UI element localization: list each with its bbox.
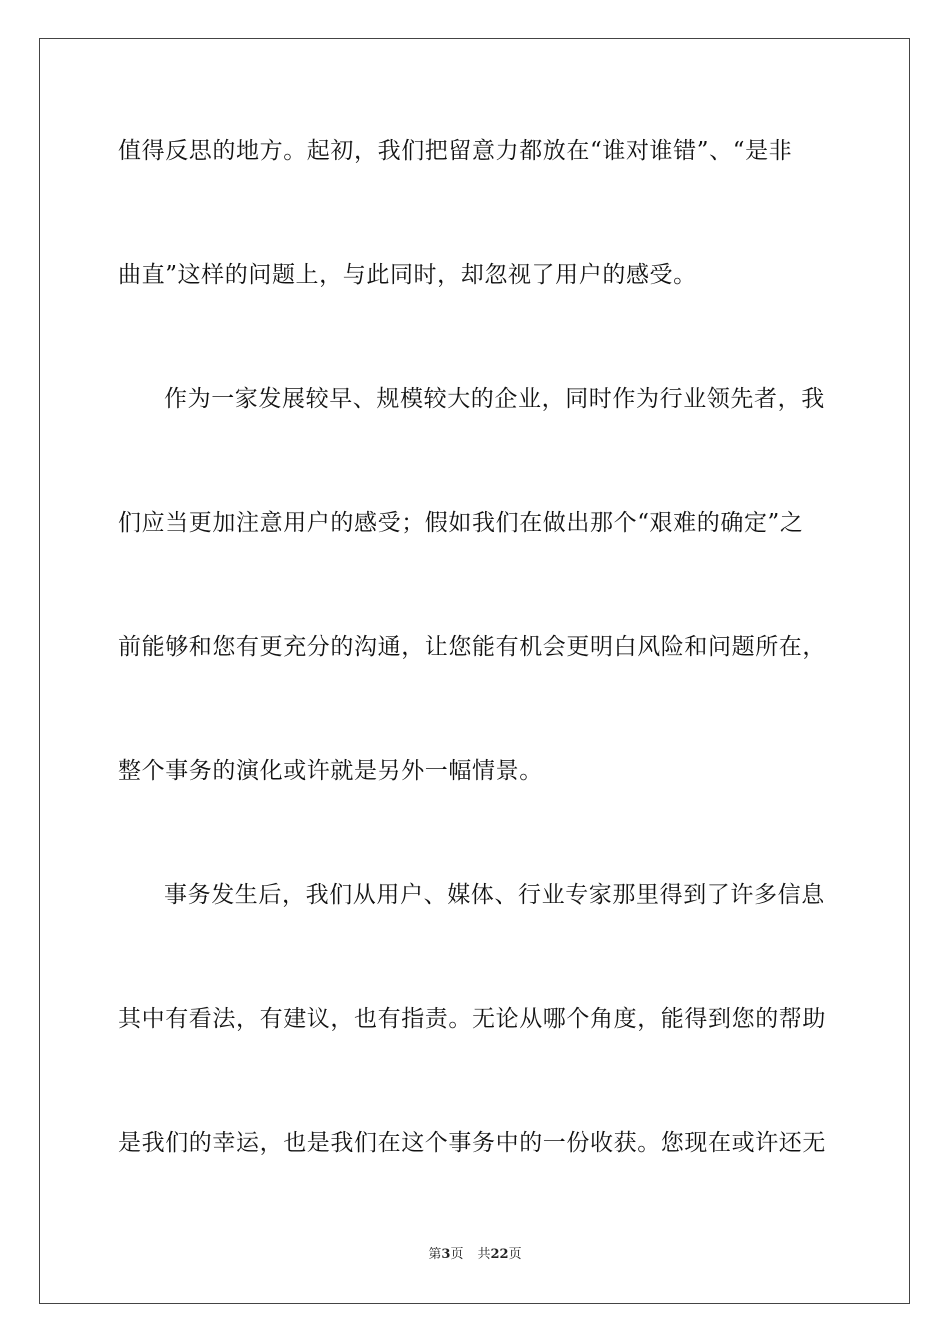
text-line: 作为一家发展较早、规模较大的企业，同时作为行业领先者，我 <box>164 386 825 412</box>
text-line: 值得反思的地方。起初，我们把留意力都放在“谁对谁错”、“是非 <box>118 138 793 164</box>
text-line: 其中有看法，有建议，也有指责。无论从哪个角度，能得到您的帮助 <box>118 1006 826 1032</box>
page-label-prefix: 第 <box>428 1247 442 1262</box>
text-line: 事务发生后，我们从用户、媒体、行业专家那里得到了许多信息 <box>164 882 825 908</box>
total-pages: 22 <box>490 1247 509 1262</box>
text-line: 前能够和您有更充分的沟通，让您能有机会更明白风险和问题所在， <box>118 634 826 660</box>
text-line: 是我们的幸运，也是我们在这个事务中的一份收获。您现在或许还无 <box>118 1130 826 1156</box>
text-line: 曲直”这样的问题上，与此同时，却忽视了用户的感受。 <box>118 262 697 288</box>
text-line: 们应当更加注意用户的感受；假如我们在做出那个“艰难的确定”之 <box>118 510 804 536</box>
page-footer <box>0 1246 950 1264</box>
page-number: 3 <box>441 1247 451 1262</box>
total-label-suffix: 页 <box>508 1247 522 1262</box>
page-border <box>39 38 910 1304</box>
page-label-suffix: 页 <box>450 1247 464 1262</box>
text-line: 整个事务的演化或许就是另外一幅情景。 <box>118 758 543 784</box>
total-label-prefix: 共 <box>477 1247 491 1262</box>
